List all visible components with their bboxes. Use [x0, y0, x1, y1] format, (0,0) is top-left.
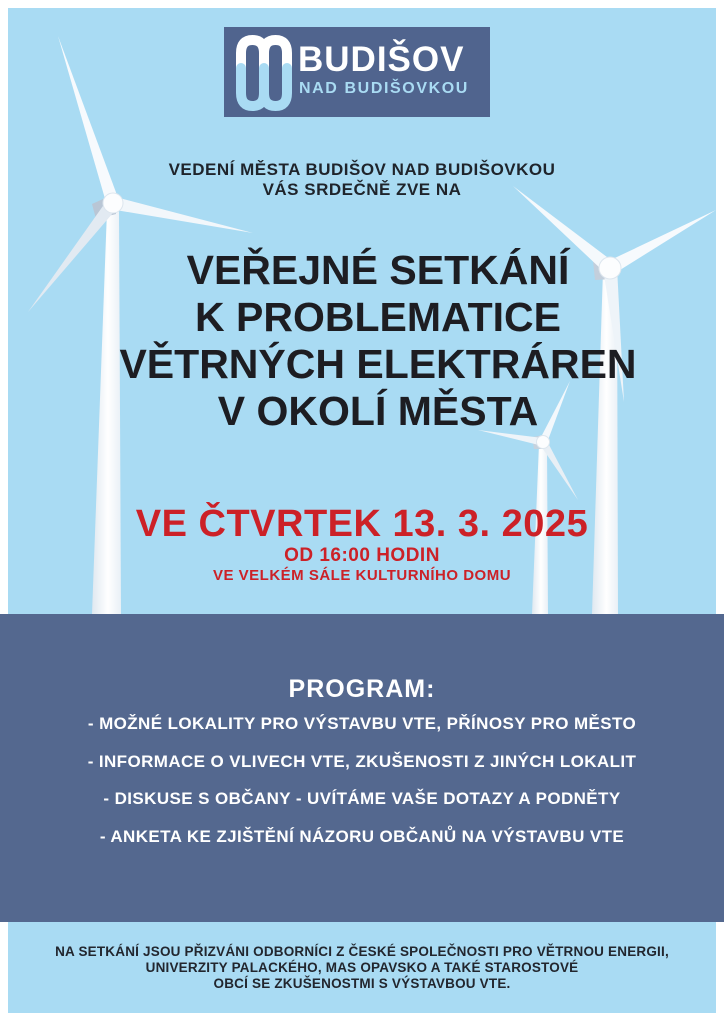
footer-line-3: OBCÍ SE ZKUŠENOSTMI S VÝSTAVBOU VTE. [213, 976, 511, 991]
logo-town-subname: NAD BUDIŠOVKOU [299, 80, 469, 97]
event-time: OD 16:00 HODIN [284, 545, 440, 566]
town-logo [224, 27, 490, 117]
event-date: VE ČTVRTEK 13. 3. 2025 [135, 503, 589, 545]
title-line-1: VEŘEJNÉ SETKÁNÍ [186, 247, 570, 293]
program-list [0, 713, 724, 847]
footer-line-2: UNIVERZITY PALACKÉHO, MAS OPAVSKO A TAKÉ STAROSTOVÉ [145, 960, 579, 975]
intro-line-1: VEDENÍ MĚSTA BUDIŠOV NAD BUDIŠOVKOU [168, 160, 556, 179]
program-item: - MOŽNÉ LOKALITY PRO VÝSTAVBU VTE, PŘÍNOSY PRO MĚSTO [87, 714, 637, 733]
program-item: - DISKUSE S OBČANY - UVÍTÁME VAŠE DOTAZY A PODNĚTY [103, 789, 621, 808]
invitation-intro [8, 160, 716, 200]
logo-town-name: BUDIŠOV [298, 40, 465, 79]
program-item: - INFORMACE O VLIVECH VTE, ZKUŠENOSTI Z JINÝCH LOKALIT [87, 751, 637, 771]
footer-note [8, 922, 716, 1013]
event-venue: VE VELKÉM SÁLE KULTURNÍHO DOMU [212, 567, 512, 584]
title-line-4: V OKOLÍ MĚSTA [217, 388, 539, 434]
title-line-3: VĚTRNÝCH ELEKTRÁREN [119, 341, 637, 387]
poster-title [24, 247, 724, 435]
mw-monogram-icon [234, 34, 296, 112]
program-item: - ANKETA KE ZJIŠTĚNÍ NÁZORU OBČANŮ NA VÝSTAVBU VTE [99, 826, 625, 846]
program-heading: PROGRAM: [288, 675, 436, 703]
footer-line-1: NA SETKÁNÍ JSOU PŘIZVÁNI ODBORNÍCI Z ČESKÉ SPOLEČNOSTI PRO VĚTRNOU ENERGII, [55, 944, 669, 959]
program-section [0, 614, 724, 922]
title-line-2: K PROBLEMATICE [195, 294, 561, 340]
event-details [8, 503, 716, 584]
intro-line-2: VÁS SRDEČNĚ ZVE NA [262, 180, 462, 199]
